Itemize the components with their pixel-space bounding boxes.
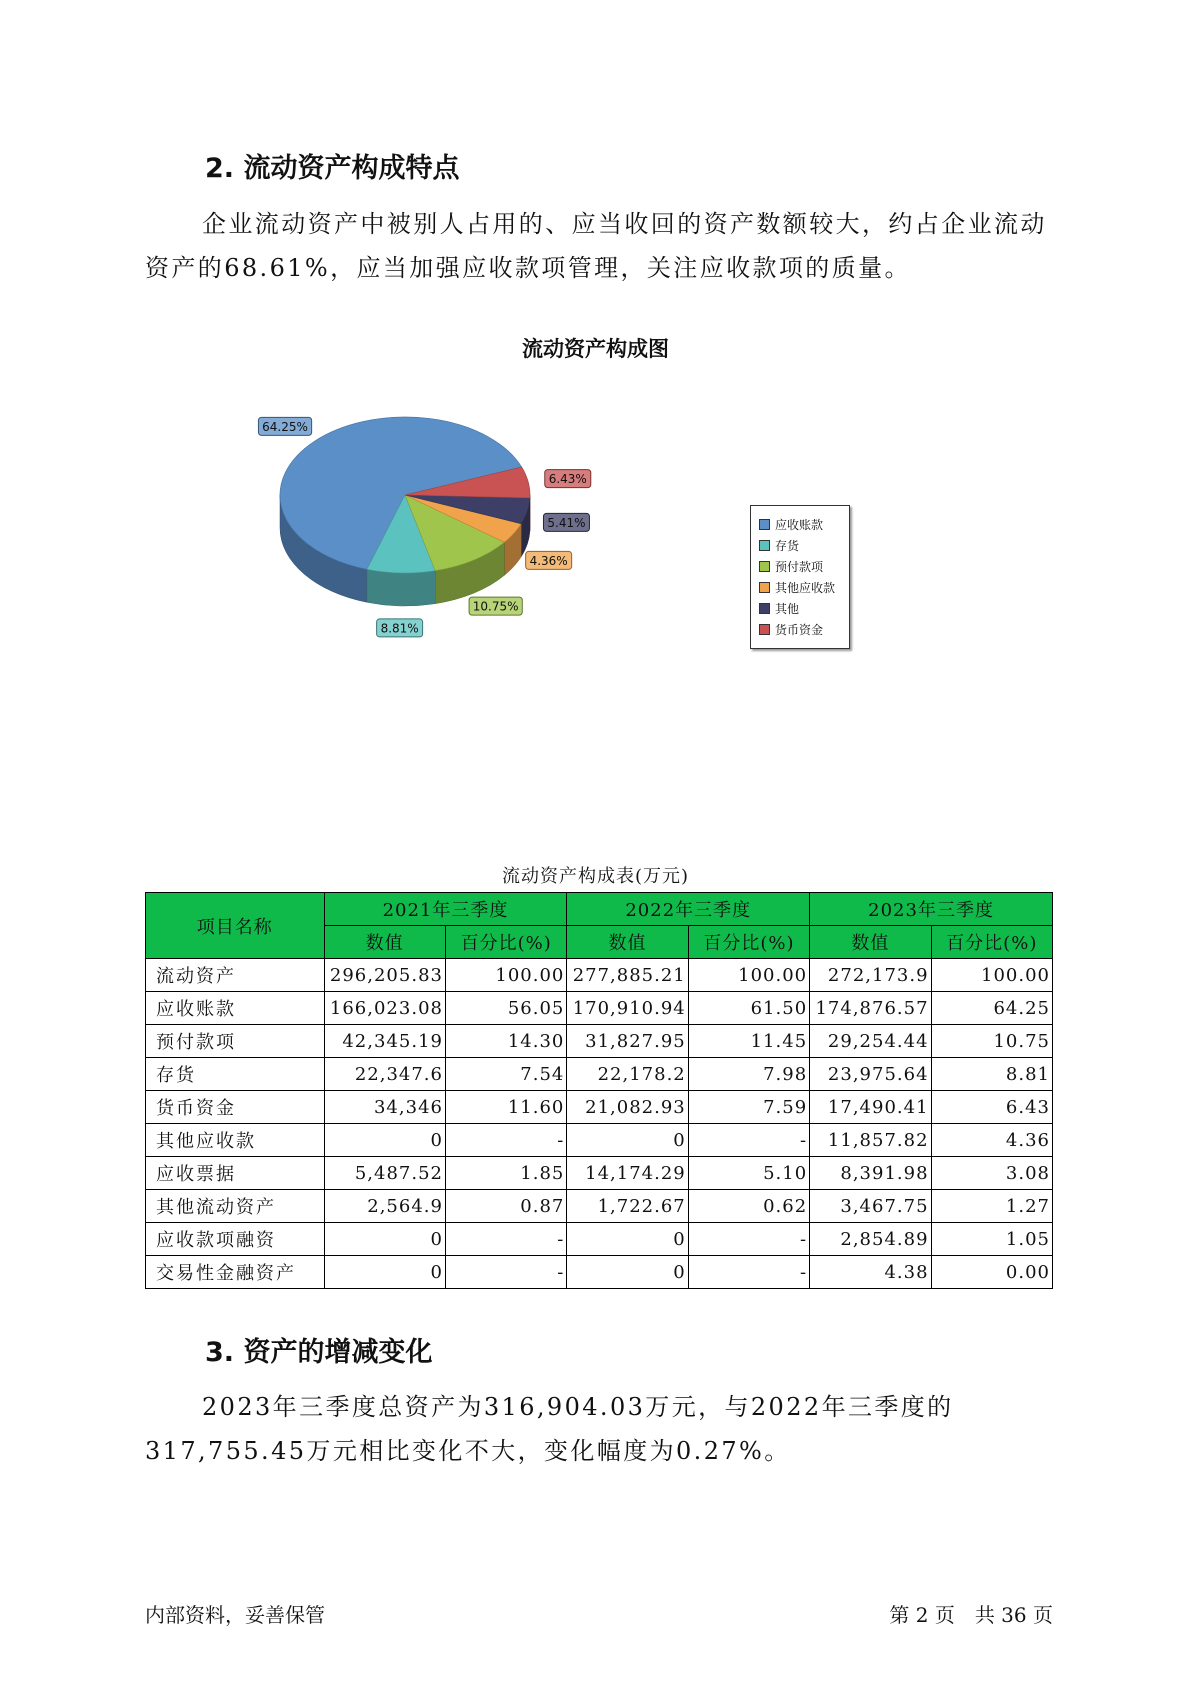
percent-cell: 10.75	[931, 1025, 1052, 1058]
current-assets-table	[145, 892, 1053, 1289]
value-cell: 14,174.29	[567, 1157, 688, 1190]
percent-cell: 1.05	[931, 1223, 1052, 1256]
table-row	[146, 1157, 1053, 1190]
value-cell: 3,467.75	[810, 1190, 931, 1223]
value-cell: 11,857.82	[810, 1124, 931, 1157]
percent-cell: -	[445, 1256, 566, 1289]
pie-value-label: 10.75%	[472, 599, 519, 614]
footer-confidential: 内部资料，妥善保管	[145, 1603, 325, 1627]
value-cell: 22,347.6	[324, 1058, 445, 1091]
legend-swatch	[759, 519, 770, 530]
percent-cell: 7.54	[445, 1058, 566, 1091]
legend-swatch	[759, 561, 770, 572]
table-row	[146, 992, 1053, 1025]
row-label: 预付款项	[146, 1025, 325, 1058]
legend-swatch	[759, 540, 770, 551]
percent-cell: 1.85	[445, 1157, 566, 1190]
table-row	[146, 1058, 1053, 1091]
percent-cell: -	[688, 1223, 809, 1256]
legend-item	[759, 516, 823, 533]
value-cell: 4.38	[810, 1256, 931, 1289]
table-row	[146, 1190, 1053, 1223]
value-cell: 170,910.94	[567, 992, 688, 1025]
table-row	[146, 1256, 1053, 1289]
percent-cell: 0.87	[445, 1190, 566, 1223]
row-label: 应收票据	[146, 1157, 325, 1190]
percent-cell: 56.05	[445, 992, 566, 1025]
value-cell: 272,173.9	[810, 959, 931, 992]
legend-label: 货币资金	[775, 623, 824, 637]
percent-cell: 11.45	[688, 1025, 809, 1058]
row-label: 应收账款	[146, 992, 325, 1025]
row-label: 交易性金融资产	[146, 1256, 325, 1289]
section-3-paragraph: 2023年三季度总资产为316,904.03万元，与2022年三季度的317,755.45万元相比变化不大，变化幅度为0.27%。	[145, 1393, 954, 1465]
value-cell: 31,827.95	[567, 1025, 688, 1058]
row-label: 应收款项融资	[146, 1223, 325, 1256]
legend-item	[759, 579, 835, 596]
value-cell: 0	[324, 1124, 445, 1157]
value-cell: 0	[567, 1223, 688, 1256]
table-row	[146, 1025, 1053, 1058]
row-label: 其他应收款	[146, 1124, 325, 1157]
percent-cell: 8.81	[931, 1058, 1052, 1091]
row-label: 流动资产	[146, 959, 325, 992]
header-percent: 百分比(%)	[445, 926, 566, 959]
value-cell: 0	[567, 1256, 688, 1289]
table-row	[146, 959, 1053, 992]
chart-title: 流动资产构成图	[522, 337, 669, 361]
percent-cell: 100.00	[931, 959, 1052, 992]
header-value: 数值	[324, 926, 445, 959]
legend-item	[759, 537, 799, 554]
percent-cell: 14.30	[445, 1025, 566, 1058]
table-caption: 流动资产构成表(万元)	[501, 866, 690, 887]
value-cell: 1,722.67	[567, 1190, 688, 1223]
percent-cell: 11.60	[445, 1091, 566, 1124]
legend-item	[759, 600, 799, 617]
table-row	[146, 1124, 1053, 1157]
legend-label: 应收账款	[775, 518, 824, 532]
legend-swatch	[759, 582, 770, 593]
percent-cell: -	[688, 1124, 809, 1157]
row-label: 其他流动资产	[146, 1190, 325, 1223]
value-cell: 8,391.98	[810, 1157, 931, 1190]
value-cell: 277,885.21	[567, 959, 688, 992]
legend-swatch	[759, 603, 770, 614]
percent-cell: 5.10	[688, 1157, 809, 1190]
value-cell: 23,975.64	[810, 1058, 931, 1091]
percent-cell: 4.36	[931, 1124, 1052, 1157]
value-cell: 22,178.2	[567, 1058, 688, 1091]
percent-cell: 6.43	[931, 1091, 1052, 1124]
pie-chart	[230, 405, 610, 655]
value-cell: 166,023.08	[324, 992, 445, 1025]
pie-value-label: 5.41%	[547, 515, 586, 530]
value-cell: 34,346	[324, 1091, 445, 1124]
value-cell: 0	[324, 1223, 445, 1256]
legend-item	[759, 558, 823, 575]
header-item-name: 项目名称	[146, 893, 325, 959]
header-percent: 百分比(%)	[688, 926, 809, 959]
header-year: 2022年三季度	[567, 893, 810, 926]
chart-legend	[750, 505, 850, 649]
table-row	[146, 1223, 1053, 1256]
value-cell: 174,876.57	[810, 992, 931, 1025]
legend-label: 其他	[775, 602, 800, 616]
percent-cell: 64.25	[931, 992, 1052, 1025]
footer-page-number: 第 2 页 共 36 页	[889, 1603, 1053, 1627]
header-year: 2021年三季度	[324, 893, 567, 926]
value-cell: 42,345.19	[324, 1025, 445, 1058]
legend-label: 预付款项	[775, 560, 824, 574]
value-cell: 17,490.41	[810, 1091, 931, 1124]
percent-cell: 7.98	[688, 1058, 809, 1091]
percent-cell: 100.00	[445, 959, 566, 992]
percent-cell: 1.27	[931, 1190, 1052, 1223]
pie-value-label: 4.36%	[529, 553, 568, 568]
value-cell: 29,254.44	[810, 1025, 931, 1058]
pie-value-label: 64.25%	[262, 419, 308, 434]
legend-swatch	[759, 624, 770, 635]
value-cell: 296,205.83	[324, 959, 445, 992]
percent-cell: 61.50	[688, 992, 809, 1025]
percent-cell: 100.00	[688, 959, 809, 992]
legend-label: 其他应收款	[775, 581, 836, 595]
section-2-paragraph: 企业流动资产中被别人占用的、应当收回的资产数额较大，约占企业流动资产的68.61%，应当加强应收款项管理，关注应收款项的质量。	[145, 210, 1047, 282]
value-cell: 21,082.93	[567, 1091, 688, 1124]
value-cell: 2,854.89	[810, 1223, 931, 1256]
percent-cell: 0.62	[688, 1190, 809, 1223]
value-cell: 5,487.52	[324, 1157, 445, 1190]
percent-cell: 3.08	[931, 1157, 1052, 1190]
section-3-heading: 3. 资产的增减变化	[205, 1337, 433, 1368]
percent-cell: -	[445, 1223, 566, 1256]
legend-label: 存货	[775, 539, 800, 553]
row-label: 存货	[146, 1058, 325, 1091]
percent-cell: 0.00	[931, 1256, 1052, 1289]
legend-item	[759, 621, 823, 638]
table-row	[146, 1091, 1053, 1124]
pie-value-label: 8.81%	[380, 621, 419, 636]
section-2-heading: 2. 流动资产构成特点	[205, 153, 460, 184]
value-cell: 0	[324, 1256, 445, 1289]
row-label: 货币资金	[146, 1091, 325, 1124]
value-cell: 0	[567, 1124, 688, 1157]
pie-value-label: 6.43%	[548, 472, 587, 487]
percent-cell: 7.59	[688, 1091, 809, 1124]
percent-cell: -	[445, 1124, 566, 1157]
percent-cell: -	[688, 1256, 809, 1289]
header-year: 2023年三季度	[810, 893, 1053, 926]
value-cell: 2,564.9	[324, 1190, 445, 1223]
header-value: 数值	[567, 926, 688, 959]
header-percent: 百分比(%)	[931, 926, 1052, 959]
pie-slice-side	[367, 569, 435, 606]
header-value: 数值	[810, 926, 931, 959]
